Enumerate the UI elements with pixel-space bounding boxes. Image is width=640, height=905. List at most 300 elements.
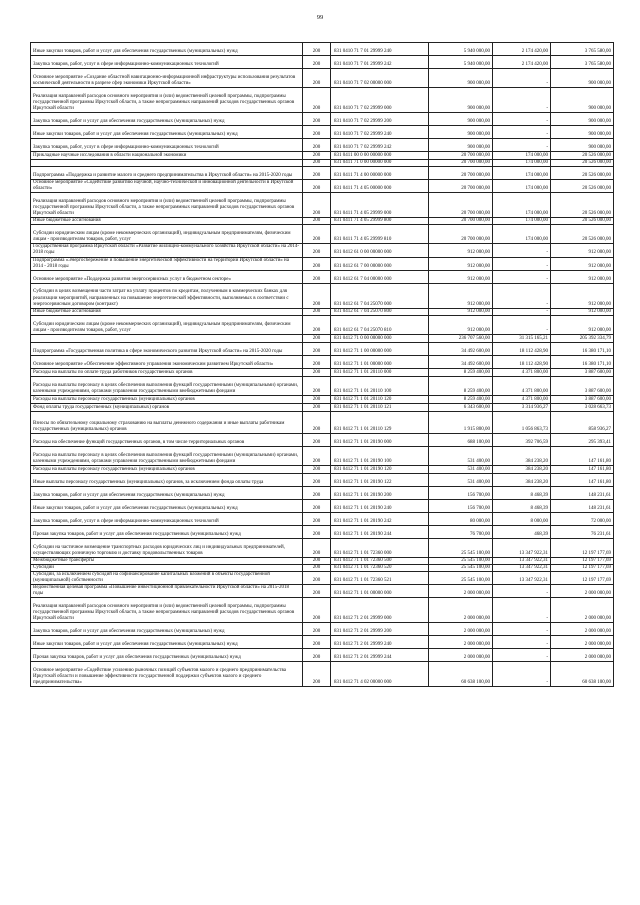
table-row (31, 225, 614, 244)
row-approved-amount-cell: 20 700 000,00 (429, 225, 493, 244)
row-executed-amount-cell: 174 000,00 (493, 160, 551, 167)
row-unexecuted-amount-cell: 3 887 600,00 (551, 368, 614, 376)
table-row (31, 368, 614, 376)
row-classification-cell: 831 0412 61 7 04 25070 810 (331, 315, 429, 334)
row-code-cell: 200 (303, 56, 331, 69)
row-name-cell: Расходы на выплаты по оплате труда работников государственных органов (31, 368, 303, 376)
row-code-cell: 200 (303, 525, 331, 538)
row-name-cell: Закупка товаров, работ, услуг в сфере информационно-коммуникационных технологий (31, 512, 303, 525)
row-unexecuted-amount-cell: 900 000,00 (551, 88, 614, 113)
row-classification-cell: 831 0412 71 1 01 20190 120 (331, 465, 429, 473)
row-classification-cell: 831 0411 71 4 05 29999 000 (331, 193, 429, 218)
row-unexecuted-amount-cell: 20 526 000,00 (551, 160, 614, 167)
row-classification-cell: 831 0412 71 1 01 20110 120 (331, 395, 429, 403)
row-name-cell: Расходы на выплаты персоналу в целях обеспечения выполнения функций государственными (муниципальными) органами, казенными учреждениями, органами управления государственными внебюджетными фондами (31, 446, 303, 465)
row-executed-amount-cell: 174 000,00 (493, 180, 551, 193)
row-executed-amount-cell: 4 371 800,00 (493, 368, 551, 376)
row-executed-amount-cell: - (493, 636, 551, 649)
row-executed-amount-cell: 13 347 922,31 (493, 572, 551, 585)
row-code-cell: 200 (303, 376, 331, 395)
row-executed-amount-cell: 174 000,00 (493, 152, 551, 160)
table-row (31, 557, 614, 564)
row-classification-cell: 831 0410 71 7 02 29999 200 (331, 113, 429, 126)
table-row (31, 486, 614, 499)
row-executed-amount-cell: 31 315 165,21 (493, 334, 551, 342)
row-unexecuted-amount-cell: 12 197 177,69 (551, 557, 614, 564)
row-code-cell: 200 (303, 308, 331, 315)
row-approved-amount-cell: 6 343 600,00 (429, 403, 493, 411)
table-row (31, 411, 614, 433)
row-approved-amount-cell: 80 000,00 (429, 512, 493, 525)
row-unexecuted-amount-cell: 205 392 334,79 (551, 334, 614, 342)
row-approved-amount-cell: 20 700 000,00 (429, 160, 493, 167)
table-row (31, 465, 614, 473)
row-approved-amount-cell: 2 000 000,00 (429, 598, 493, 623)
row-approved-amount-cell: 156 700,00 (429, 486, 493, 499)
row-classification-cell: 831 0412 61 7 04 25070 800 (331, 308, 429, 315)
row-code-cell: 200 (303, 433, 331, 446)
row-unexecuted-amount-cell: 295 393,41 (551, 433, 614, 446)
table-row (31, 270, 614, 283)
row-code-cell: 200 (303, 564, 331, 571)
row-unexecuted-amount-cell: 912 000,00 (551, 308, 614, 315)
row-code-cell: 200 (303, 315, 331, 334)
row-name-cell: Иные закупки товаров, работ и услуг для обеспечения государственных (муниципальных) нужд (31, 43, 303, 56)
row-code-cell: 200 (303, 257, 331, 270)
row-name-cell: Расходы на выплаты персоналу государственных (муниципальных) органов (31, 395, 303, 403)
row-unexecuted-amount-cell: 20 526 000,00 (551, 225, 614, 244)
table-row (31, 167, 614, 180)
row-approved-amount-cell: 900 000,00 (429, 69, 493, 88)
row-code-cell: 200 (303, 662, 331, 687)
table-row (31, 56, 614, 69)
table-row (31, 139, 614, 152)
row-classification-cell: 831 0412 71 1 01 20110 000 (331, 368, 429, 376)
row-code-cell: 200 (303, 88, 331, 113)
row-approved-amount-cell: 5 940 000,00 (429, 43, 493, 56)
row-classification-cell: 831 0412 71 1 01 20190 240 (331, 499, 429, 512)
table-row (31, 193, 614, 218)
row-classification-cell: 831 0412 71 1 01 20110 121 (331, 403, 429, 411)
row-name-cell: Прочая закупка товаров, работ и услуг для обеспечения государственных (муниципальных) нужд (31, 649, 303, 662)
row-classification-cell: 831 0412 71 1 01 20110 100 (331, 376, 429, 395)
row-name-cell: Иные закупки товаров, работ и услуг для обеспечения государственных (муниципальных) нужд (31, 126, 303, 139)
row-classification-cell: 831 0412 71 1 01 20190 122 (331, 473, 429, 486)
row-classification-cell: 831 0412 71 2 01 29999 000 (331, 598, 429, 623)
row-name-cell: Субсидии (31, 564, 303, 571)
row-unexecuted-amount-cell: 12 197 177,69 (551, 564, 614, 571)
table-row (31, 433, 614, 446)
row-code-cell: 200 (303, 465, 331, 473)
row-executed-amount-cell: 4 371 800,00 (493, 376, 551, 395)
row-executed-amount-cell: - (493, 126, 551, 139)
row-unexecuted-amount-cell: 2 000 000,00 (551, 636, 614, 649)
row-name-cell: Подпрограмма «Государственная политика в сфере экономического развития Иркутской области» на 2015-2020 годы (31, 342, 303, 355)
row-name-cell: Субсидии юридическим лицам (кроме некоммерческих организаций), индивидуальным предпринимателям, физическим лицам - производителям товаров, работ, услуг (31, 315, 303, 334)
row-unexecuted-amount-cell: 912 000,00 (551, 315, 614, 334)
row-unexecuted-amount-cell: 12 197 177,69 (551, 538, 614, 557)
row-name-cell: Иные выплаты персоналу государственных (муниципальных) органов, за исключением фонда оплаты труда (31, 473, 303, 486)
row-unexecuted-amount-cell: 912 000,00 (551, 244, 614, 257)
row-name-cell: Основное мероприятие «Создание областной навигационно-информационной инфраструктуры использования результатов космической деятельности в разрезе сфер экономики Иркутской области» (31, 69, 303, 88)
row-code-cell: 200 (303, 395, 331, 403)
row-name-cell: Прикладные научные исследования в области национальной экономики (31, 152, 303, 160)
row-approved-amount-cell: 1 915 800,00 (429, 411, 493, 433)
row-unexecuted-amount-cell: 3 765 580,00 (551, 56, 614, 69)
row-code-cell: 200 (303, 43, 331, 56)
row-executed-amount-cell: 8 468,39 (493, 486, 551, 499)
row-name-cell: Расходы на выплаты персоналу в целях обеспечения выполнения функций государственными (муниципальными) органами, казенными учреждениями, органами управления государственными внебюджетными фондами (31, 376, 303, 395)
row-unexecuted-amount-cell: 147 161,80 (551, 473, 614, 486)
row-code-cell: 200 (303, 342, 331, 355)
row-name-cell: Иные бюджетные ассигнования (31, 308, 303, 315)
row-name-cell: Субсидии в целях возмещения части затрат на уплату процентов по кредитам, полученным в коммерческих банках для реализации мероприятий, направленных на повышение энергетической эффективности, выполняемых в соответствии с энергосервисным договором (контракт) (31, 283, 303, 308)
row-classification-cell: 831 0412 71 1 01 00000 000 (331, 355, 429, 368)
row-code-cell: 200 (303, 598, 331, 623)
row-approved-amount-cell: 25 545 100,00 (429, 564, 493, 571)
row-name-cell: Иные бюджетные ассигнования (31, 218, 303, 225)
row-approved-amount-cell: 20 700 000,00 (429, 193, 493, 218)
row-executed-amount-cell: 468,39 (493, 525, 551, 538)
table-row (31, 636, 614, 649)
table-row (31, 585, 614, 598)
row-executed-amount-cell: 174 000,00 (493, 225, 551, 244)
row-unexecuted-amount-cell: 900 000,00 (551, 126, 614, 139)
row-name-cell: Подпрограмма «Поддержка и развитие малого и среднего предпринимательства в Иркутской области» на 2015-2020 годы (31, 167, 303, 180)
row-executed-amount-cell: - (493, 139, 551, 152)
row-code-cell: 200 (303, 193, 331, 218)
row-name-cell: Реализация направлений расходов основного мероприятия и (или) ведомственной целевой программы, подпрограммы государственной программы Иркутской области, а также непрограммных направлений расходов государственных органов Иркутской области (31, 88, 303, 113)
row-unexecuted-amount-cell: 148 231,61 (551, 499, 614, 512)
table-row (31, 403, 614, 411)
row-unexecuted-amount-cell: 147 161,80 (551, 465, 614, 473)
row-name-cell: Закупка товаров, работ и услуг для обеспечения государственных (муниципальных) нужд (31, 623, 303, 636)
row-unexecuted-amount-cell: 2 000 000,00 (551, 623, 614, 636)
row-executed-amount-cell: - (493, 283, 551, 308)
row-classification-cell: 831 0412 71 1 01 20190 100 (331, 446, 429, 465)
row-classification-cell: 831 0410 71 7 01 29999 240 (331, 43, 429, 56)
row-classification-cell: 831 0412 71 1 00 00000 000 (331, 342, 429, 355)
row-name-cell: Субсидии юридическим лицам (кроме некоммерческих организаций), индивидуальным предпринимателям, физическим лицам - производителям товаров, работ, услуг (31, 225, 303, 244)
row-name-cell: Субсидии, за исключением субсидий на софинансирование капитальных вложений в объекты государственной (муниципальной) собственности (31, 572, 303, 585)
row-executed-amount-cell: - (493, 308, 551, 315)
table-row (31, 572, 614, 585)
row-name-cell: Основное мероприятие «Содействие развитию научной, научно-технической и инновационной деятельности в Иркутской области» (31, 180, 303, 193)
row-unexecuted-amount-cell: 20 526 000,00 (551, 193, 614, 218)
table-row (31, 160, 614, 167)
row-code-cell: 200 (303, 538, 331, 557)
table-row (31, 126, 614, 139)
table-row (31, 512, 614, 525)
row-executed-amount-cell: 18 112 428,90 (493, 355, 551, 368)
row-name-cell: Основное мероприятие «Содействие усилению рыночных позиций субъектов малого и среднего предпринимательства Иркутской области и повышение эффективности государственной поддержки субъектов малого и среднего предпринимательства» (31, 662, 303, 687)
row-approved-amount-cell: 912 000,00 (429, 308, 493, 315)
row-name-cell: Закупка товаров, работ и услуг для обеспечения государственных (муниципальных) нужд (31, 486, 303, 499)
table-row (31, 244, 614, 257)
row-classification-cell: 831 0412 71 1 01 72360 000 (331, 538, 429, 557)
row-name-cell: Межбюджетные трансферты (31, 557, 303, 564)
row-unexecuted-amount-cell: 148 231,61 (551, 486, 614, 499)
table-row (31, 564, 614, 571)
row-approved-amount-cell: 25 545 100,00 (429, 538, 493, 557)
row-unexecuted-amount-cell: 912 000,00 (551, 283, 614, 308)
row-classification-cell: 831 0412 71 1 01 20190 244 (331, 525, 429, 538)
row-executed-amount-cell: 384 238,20 (493, 473, 551, 486)
row-executed-amount-cell: - (493, 315, 551, 334)
row-unexecuted-amount-cell: 20 526 000,00 (551, 167, 614, 180)
row-approved-amount-cell: 5 940 000,00 (429, 56, 493, 69)
row-unexecuted-amount-cell: 72 000,00 (551, 512, 614, 525)
row-code-cell: 200 (303, 152, 331, 160)
row-code-cell: 200 (303, 126, 331, 139)
row-approved-amount-cell: 236 707 560,00 (429, 334, 493, 342)
row-code-cell: 200 (303, 512, 331, 525)
row-name-cell: Закупка товаров, работ, услуг в сфере информационно-коммуникационных технологий (31, 56, 303, 69)
row-approved-amount-cell: 34 492 600,00 (429, 342, 493, 355)
row-unexecuted-amount-cell: 16 380 171,10 (551, 355, 614, 368)
row-classification-cell: 831 0410 71 7 02 00000 000 (331, 69, 429, 88)
row-executed-amount-cell: 1 056 863,73 (493, 411, 551, 433)
row-approved-amount-cell: 156 700,00 (429, 499, 493, 512)
row-approved-amount-cell: 531 400,00 (429, 465, 493, 473)
row-classification-cell: 831 0410 71 7 02 29999 240 (331, 126, 429, 139)
table-row (31, 69, 614, 88)
row-unexecuted-amount-cell: 3 028 663,73 (551, 403, 614, 411)
row-name-cell: Расходы на выплаты персоналу государственных (муниципальных) органов (31, 465, 303, 473)
row-unexecuted-amount-cell: 3 765 580,00 (551, 43, 614, 56)
row-executed-amount-cell: 174 000,00 (493, 218, 551, 225)
row-name-cell: Прочая закупка товаров, работ и услуг для обеспечения государственных (муниципальных) нужд (31, 525, 303, 538)
table-row (31, 308, 614, 315)
row-approved-amount-cell: 900 000,00 (429, 126, 493, 139)
row-executed-amount-cell: - (493, 257, 551, 270)
row-name-cell: Основное мероприятие «Поддержка развития энергосервисных услуг в бюджетном секторе» (31, 270, 303, 283)
row-classification-cell: 831 0412 71 0 00 00000 000 (331, 334, 429, 342)
row-name-cell: Субсидии на частичное возмещение транспортных расходов юридических лиц и индивидуальных предпринимателей, осуществляющих розничную торговлю и доставку продовольственных товаров (31, 538, 303, 557)
row-unexecuted-amount-cell: 2 000 000,00 (551, 598, 614, 623)
table-row (31, 473, 614, 486)
row-executed-amount-cell: - (493, 623, 551, 636)
row-name-cell: Основное мероприятие «Обеспечение эффективного управления экономическим развитием Иркутской области» (31, 355, 303, 368)
row-approved-amount-cell: 25 545 100,00 (429, 557, 493, 564)
row-code-cell: 200 (303, 113, 331, 126)
row-code-cell: 200 (303, 167, 331, 180)
row-name-cell (31, 334, 303, 342)
row-unexecuted-amount-cell: 20 526 000,00 (551, 152, 614, 160)
row-approved-amount-cell: 2 000 000,00 (429, 649, 493, 662)
row-executed-amount-cell: - (493, 585, 551, 598)
row-approved-amount-cell: 25 545 100,00 (429, 572, 493, 585)
row-code-cell: 200 (303, 446, 331, 465)
row-approved-amount-cell: 688 100,00 (429, 433, 493, 446)
row-classification-cell: 831 0412 71 2 01 29999 240 (331, 636, 429, 649)
row-unexecuted-amount-cell: 16 380 171,10 (551, 342, 614, 355)
row-classification-cell: 831 0412 71 2 01 29999 244 (331, 649, 429, 662)
row-executed-amount-cell: 13 347 922,31 (493, 564, 551, 571)
row-approved-amount-cell: 8 259 400,00 (429, 376, 493, 395)
row-unexecuted-amount-cell: 3 887 600,00 (551, 376, 614, 395)
row-executed-amount-cell: - (493, 69, 551, 88)
row-unexecuted-amount-cell: 60 638 100,00 (551, 662, 614, 687)
row-approved-amount-cell: 900 000,00 (429, 139, 493, 152)
row-executed-amount-cell: 2 174 420,00 (493, 43, 551, 56)
row-executed-amount-cell: 18 112 428,90 (493, 342, 551, 355)
row-code-cell: 200 (303, 585, 331, 598)
table-row (31, 649, 614, 662)
row-classification-cell: 831 0412 61 7 00 00000 000 (331, 257, 429, 270)
row-executed-amount-cell: 13 347 922,31 (493, 538, 551, 557)
row-code-cell: 200 (303, 139, 331, 152)
row-name-cell: Закупка товаров, работ, услуг в сфере информационно-коммуникационных технологий (31, 139, 303, 152)
row-approved-amount-cell: 8 259 400,00 (429, 395, 493, 403)
row-unexecuted-amount-cell: 12 197 177,69 (551, 572, 614, 585)
row-executed-amount-cell: 8 468,39 (493, 499, 551, 512)
table-row (31, 113, 614, 126)
row-unexecuted-amount-cell: 900 000,00 (551, 69, 614, 88)
row-code-cell: 200 (303, 225, 331, 244)
row-executed-amount-cell: - (493, 598, 551, 623)
row-code-cell: 200 (303, 218, 331, 225)
row-executed-amount-cell: - (493, 113, 551, 126)
row-unexecuted-amount-cell: 900 000,00 (551, 139, 614, 152)
row-classification-cell: 831 0411 71 4 05 29999 810 (331, 225, 429, 244)
row-code-cell: 200 (303, 283, 331, 308)
row-classification-cell: 831 0411 71 0 00 00000 000 (331, 160, 429, 167)
row-code-cell: 200 (303, 403, 331, 411)
row-unexecuted-amount-cell: 76 231,61 (551, 525, 614, 538)
row-approved-amount-cell: 2 000 000,00 (429, 636, 493, 649)
row-approved-amount-cell: 8 259 400,00 (429, 368, 493, 376)
table-row (31, 662, 614, 687)
row-executed-amount-cell: 8 000,00 (493, 512, 551, 525)
table-row (31, 342, 614, 355)
row-classification-cell: 831 0412 61 7 04 25070 000 (331, 283, 429, 308)
row-unexecuted-amount-cell: 858 936,27 (551, 411, 614, 433)
row-name-cell: Закупка товаров, работ и услуг для обеспечения государственных (муниципальных) нужд (31, 113, 303, 126)
row-executed-amount-cell: 13 347 922,31 (493, 557, 551, 564)
row-code-cell: 200 (303, 411, 331, 433)
row-name-cell: Подпрограмма «Энергосбережение и повышение энергетической эффективности на территории Иркутской области» на 2014 - 2018 годы (31, 257, 303, 270)
row-code-cell: 200 (303, 368, 331, 376)
table-row (31, 180, 614, 193)
row-name-cell: Расходы на обеспечение функций государственных органов, в том числе территориальных органов (31, 433, 303, 446)
row-code-cell: 200 (303, 623, 331, 636)
row-code-cell: 200 (303, 180, 331, 193)
row-approved-amount-cell: 912 000,00 (429, 283, 493, 308)
row-unexecuted-amount-cell: 20 526 000,00 (551, 180, 614, 193)
row-classification-cell: 831 0412 71 1 01 20190 200 (331, 486, 429, 499)
row-approved-amount-cell: 912 000,00 (429, 244, 493, 257)
row-name-cell: Иные закупки товаров, работ и услуг для обеспечения государственных (муниципальных) нужд (31, 636, 303, 649)
row-classification-cell: 831 0411 00 0 00 00000 000 (331, 152, 429, 160)
row-executed-amount-cell: - (493, 649, 551, 662)
row-executed-amount-cell: 4 371 800,00 (493, 395, 551, 403)
row-classification-cell: 831 0412 71 1 01 00000 000 (331, 585, 429, 598)
row-unexecuted-amount-cell: 2 000 000,00 (551, 649, 614, 662)
row-code-cell: 200 (303, 636, 331, 649)
table-row (31, 538, 614, 557)
row-name-cell: Фонд оплаты труда государственных (муниципальных) органов (31, 403, 303, 411)
row-code-cell: 200 (303, 557, 331, 564)
row-classification-cell: 831 0412 71 1 01 20190 000 (331, 433, 429, 446)
row-approved-amount-cell: 2 000 000,00 (429, 585, 493, 598)
row-classification-cell: 831 0412 71 1 01 20110 129 (331, 411, 429, 433)
row-name-cell (31, 160, 303, 167)
table-row (31, 499, 614, 512)
row-code-cell: 200 (303, 334, 331, 342)
row-classification-cell: 831 0410 71 7 02 29999 000 (331, 88, 429, 113)
row-code-cell: 200 (303, 160, 331, 167)
row-executed-amount-cell: - (493, 662, 551, 687)
row-executed-amount-cell: - (493, 244, 551, 257)
row-executed-amount-cell: 3 314 936,27 (493, 403, 551, 411)
table-row (31, 376, 614, 395)
table-row (31, 395, 614, 403)
row-code-cell: 200 (303, 270, 331, 283)
row-name-cell: Ведомственная целевая программа «Повышение инвестиционной привлекательности Иркутской области» на 2015-2018 годы (31, 585, 303, 598)
table-row (31, 257, 614, 270)
row-code-cell: 200 (303, 649, 331, 662)
row-approved-amount-cell: 912 000,00 (429, 315, 493, 334)
table-row (31, 218, 614, 225)
row-classification-cell: 831 0410 71 7 01 29999 242 (331, 56, 429, 69)
row-approved-amount-cell: 60 638 100,00 (429, 662, 493, 687)
row-classification-cell: 831 0412 71 1 01 72360 521 (331, 572, 429, 585)
page-number: 99 (316, 14, 324, 21)
row-executed-amount-cell: 2 174 420,00 (493, 56, 551, 69)
row-unexecuted-amount-cell: 2 000 000,00 (551, 585, 614, 598)
row-unexecuted-amount-cell: 912 000,00 (551, 270, 614, 283)
row-code-cell: 200 (303, 486, 331, 499)
row-classification-cell: 831 0411 71 4 05 00000 000 (331, 180, 429, 193)
row-name-cell: Реализация направлений расходов основного мероприятия и (или) ведомственной целевой программы, подпрограммы государственной программы Иркутской области, а также непрограммных направлений расходов государственных органов Иркутской области (31, 598, 303, 623)
row-executed-amount-cell: 174 000,00 (493, 167, 551, 180)
row-name-cell: Реализация направлений расходов основного мероприятия и (или) ведомственной целевой программы, подпрограммы государственной программы Иркутской области, а также непрограммных направлений расходов государственных органов Иркутской области (31, 193, 303, 218)
row-classification-cell: 831 0412 71 4 02 00000 000 (331, 662, 429, 687)
table-row (31, 355, 614, 368)
table-row (31, 623, 614, 636)
row-classification-cell: 831 0412 71 1 01 20190 242 (331, 512, 429, 525)
row-executed-amount-cell: 384 238,20 (493, 446, 551, 465)
table-row (31, 598, 614, 623)
row-approved-amount-cell: 531 400,00 (429, 446, 493, 465)
row-approved-amount-cell: 20 700 000,00 (429, 218, 493, 225)
row-approved-amount-cell: 531 400,00 (429, 473, 493, 486)
budget-execution-table (30, 42, 614, 687)
row-executed-amount-cell: 174 000,00 (493, 193, 551, 218)
row-approved-amount-cell: 900 000,00 (429, 113, 493, 126)
row-classification-cell: 831 0412 71 2 01 29999 200 (331, 623, 429, 636)
row-approved-amount-cell: 912 000,00 (429, 257, 493, 270)
row-unexecuted-amount-cell: 3 887 600,00 (551, 395, 614, 403)
row-unexecuted-amount-cell: 912 000,00 (551, 257, 614, 270)
row-classification-cell: 831 0411 71 4 05 29999 800 (331, 218, 429, 225)
table-row (31, 43, 614, 56)
row-unexecuted-amount-cell: 20 526 000,00 (551, 218, 614, 225)
table-row (31, 525, 614, 538)
row-approved-amount-cell: 912 000,00 (429, 270, 493, 283)
row-approved-amount-cell: 2 000 000,00 (429, 623, 493, 636)
table-row (31, 152, 614, 160)
table-row (31, 315, 614, 334)
table-body (31, 43, 614, 687)
row-classification-cell: 831 0412 61 7 04 00000 000 (331, 270, 429, 283)
row-classification-cell: 831 0412 71 1 01 72360 500 (331, 557, 429, 564)
row-code-cell: 200 (303, 473, 331, 486)
row-code-cell: 200 (303, 244, 331, 257)
row-classification-cell: 831 0411 71 4 00 00000 000 (331, 167, 429, 180)
row-code-cell: 200 (303, 499, 331, 512)
